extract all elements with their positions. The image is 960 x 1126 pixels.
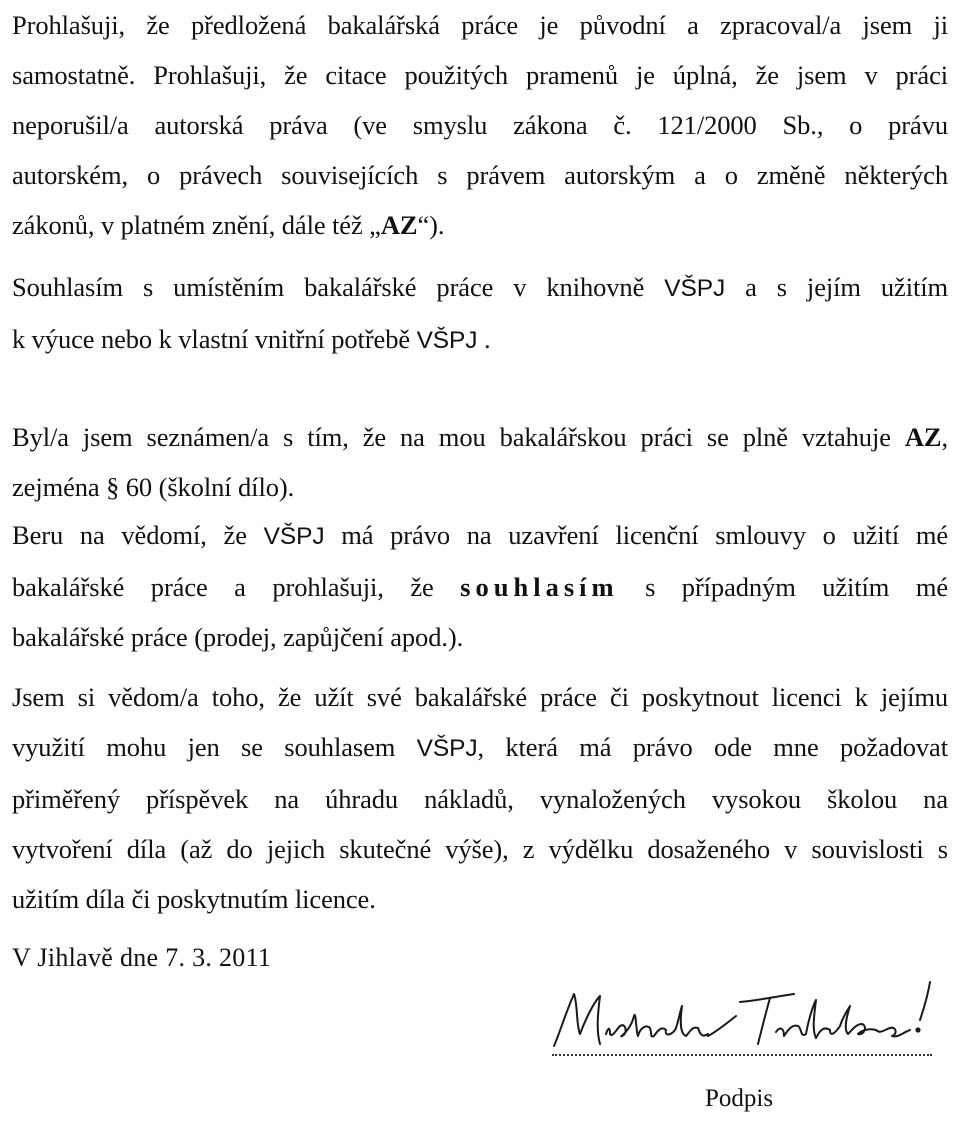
text-line xyxy=(12,562,948,612)
text-segment: bakalářské práce a prohlašuji, že xyxy=(12,572,461,602)
text-segment: , která má právo ode mne požadovat xyxy=(477,732,948,762)
text-line: autorském, o právech souvisejících s právem autorským a o změně některých xyxy=(12,160,948,190)
vspj-abbreviation: VŠPJ xyxy=(416,327,478,354)
signature-label: Podpis xyxy=(705,1085,774,1112)
text-segment: , xyxy=(941,422,948,452)
date-place-line: V Jihlavě dne 7. 3. 2011 xyxy=(12,943,272,972)
text-line xyxy=(12,314,948,366)
handwritten-signature xyxy=(540,972,960,1062)
consent-word: souhlasím xyxy=(460,572,619,602)
az-abbreviation: AZ xyxy=(904,422,942,452)
az-abbreviation: AZ xyxy=(380,210,418,240)
text-segment: Souhlasím s umístěním bakalářské práce v knihovně xyxy=(12,272,665,302)
text-line: Jsem si vědom/a toho, že užít své bakalářské práce či poskytnout licenci k jejímu xyxy=(12,682,948,712)
text-line: samostatně. Prohlašuji, že citace použitých pramenů je úplná, že jsem v práci xyxy=(12,60,948,90)
signature-block xyxy=(540,972,960,1122)
text-line: přiměřený příspěvek na úhradu nákladů, vynaložených vysokou školou na xyxy=(12,784,948,814)
signature-dotted-line xyxy=(552,1054,932,1056)
text-segment: využití mohu jen se souhlasem xyxy=(12,732,417,762)
paragraph-license-agreement xyxy=(12,510,948,662)
text-segment: a s jejím užitím xyxy=(725,272,948,302)
paragraph-usage-conditions xyxy=(12,672,948,924)
paragraph-originality xyxy=(12,0,948,250)
text-line: zejména § 60 (školní dílo). xyxy=(12,472,295,502)
text-line: bakalářské práce (prodej, zapůjčení apod.). xyxy=(12,622,464,652)
text-segment: s případným užitím mé xyxy=(618,572,948,602)
text-segment: Beru na vědomí, že xyxy=(12,520,264,550)
text-line xyxy=(12,510,948,562)
vspj-abbreviation: VŠPJ xyxy=(263,523,325,550)
text-line xyxy=(12,200,948,250)
text-segment: “). xyxy=(417,210,445,240)
vspj-abbreviation: VŠPJ xyxy=(416,735,478,762)
text-segment: má právo na uzavření licenční smlouvy o užití mé xyxy=(324,520,948,550)
text-line xyxy=(12,412,948,462)
text-line: neporušil/a autorská práva (ve smyslu zákona č. 121/2000 Sb., o právu xyxy=(12,110,948,140)
text-segment: . xyxy=(477,324,491,354)
vspj-abbreviation: VŠPJ xyxy=(664,275,726,302)
text-segment: Byl/a jsem seznámen/a s tím, že na mou bakalářskou práci se plně vztahuje xyxy=(12,422,905,452)
text-segment: zákonů, v platném znění, dále též „ xyxy=(12,210,381,240)
paragraph-copyright-awareness xyxy=(12,412,948,512)
text-line: Prohlašuji, že předložená bakalářská práce je původní a zpracoval/a jsem ji xyxy=(12,10,948,40)
text-segment: k výuce nebo k vlastní vnitřní potřebě xyxy=(12,324,417,354)
text-line xyxy=(12,262,948,314)
text-line: užitím díla či poskytnutím licence. xyxy=(12,884,376,914)
paragraph-library-consent xyxy=(12,262,948,366)
text-line xyxy=(12,722,948,774)
text-line: vytvoření díla (až do jejich skutečné výše), z výdělku dosaženého v souvislosti s xyxy=(12,834,948,864)
